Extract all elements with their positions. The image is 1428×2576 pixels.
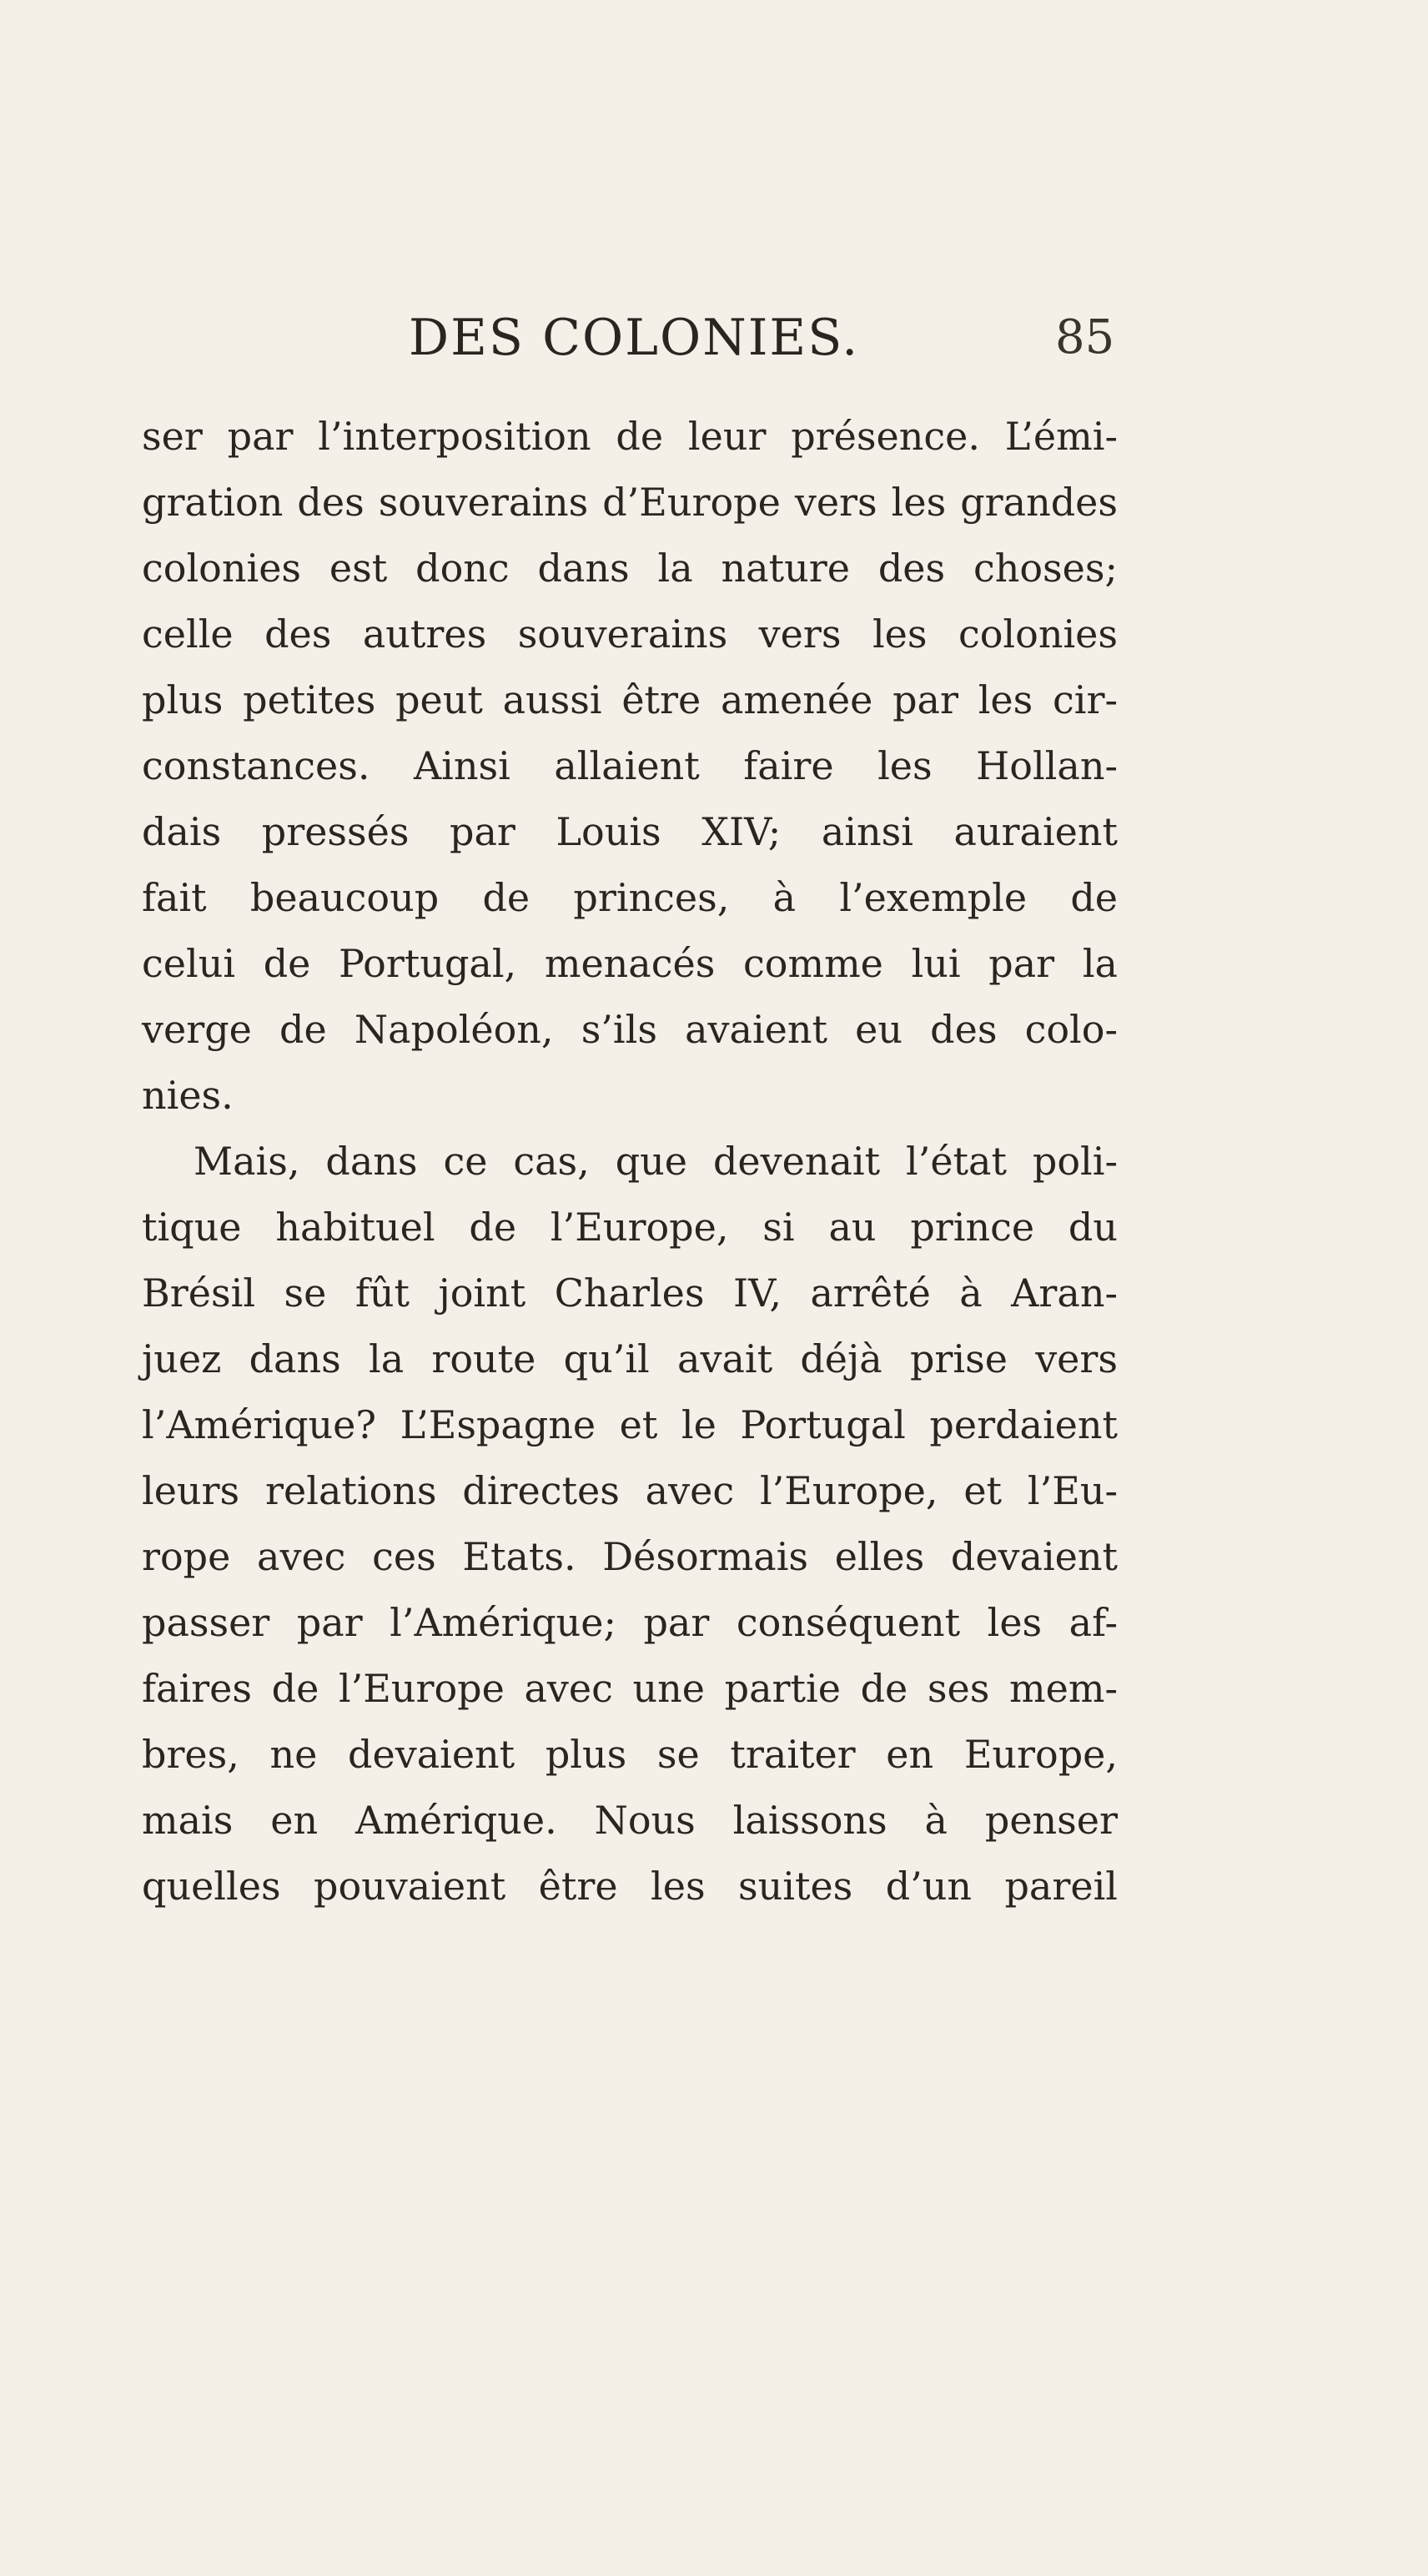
running-title: DES COLONIES. xyxy=(409,309,860,367)
text-line: Mais, dans ce cas, que devenait l’état poli- xyxy=(194,1139,1118,1184)
text-line: constances. Ainsi allaient faire les Hollan- xyxy=(142,743,1118,788)
text-line: passer par l’Amérique; par conséquent les af- xyxy=(142,1600,1118,1645)
text-line: verge de Napoléon, s’ils avaient eu des colo- xyxy=(142,1007,1118,1052)
body-text xyxy=(142,404,1118,1919)
running-head xyxy=(0,309,1428,367)
text-line: rope avec ces Etats. Désormais elles devaient xyxy=(142,1534,1118,1579)
text-line: celui de Portugal, menacés comme lui par la xyxy=(142,941,1118,986)
text-line: dais pressés par Louis XIV; ainsi auraient xyxy=(142,809,1118,854)
text-line: fait beaucoup de princes, à l’exemple de xyxy=(142,875,1118,920)
text-line: juez dans la route qu’il avait déjà prise vers xyxy=(142,1336,1118,1381)
text-line: tique habituel de l’Europe, si au prince du xyxy=(142,1205,1118,1250)
text-line: l’Amérique? L’Espagne et le Portugal perdaient xyxy=(142,1402,1118,1447)
text-line: plus petites peut aussi être amenée par les cir- xyxy=(142,677,1118,722)
text-line: faires de l’Europe avec une partie de ses mem- xyxy=(142,1666,1118,1711)
page-number: 85 xyxy=(1055,310,1115,365)
text-line: colonies est donc dans la nature des choses; xyxy=(142,546,1118,591)
text-line: quelles pouvaient être les suites d’un pareil xyxy=(142,1864,1118,1909)
text-line: bres, ne devaient plus se traiter en Europe, xyxy=(142,1732,1118,1777)
text-line: leurs relations directes avec l’Europe, et l’Eu- xyxy=(142,1468,1118,1513)
text-line: nies. xyxy=(142,1073,234,1118)
text-line: mais en Amérique. Nous laissons à penser xyxy=(142,1798,1118,1843)
text-line: gration des souverains d’Europe vers les grandes xyxy=(142,480,1118,525)
text-line: ser par l’interposition de leur présence. L’émi- xyxy=(142,414,1118,459)
text-line: Brésil se fût joint Charles IV, arrêté à Aran- xyxy=(142,1270,1118,1316)
text-line: celle des autres souverains vers les colonies xyxy=(142,611,1118,657)
